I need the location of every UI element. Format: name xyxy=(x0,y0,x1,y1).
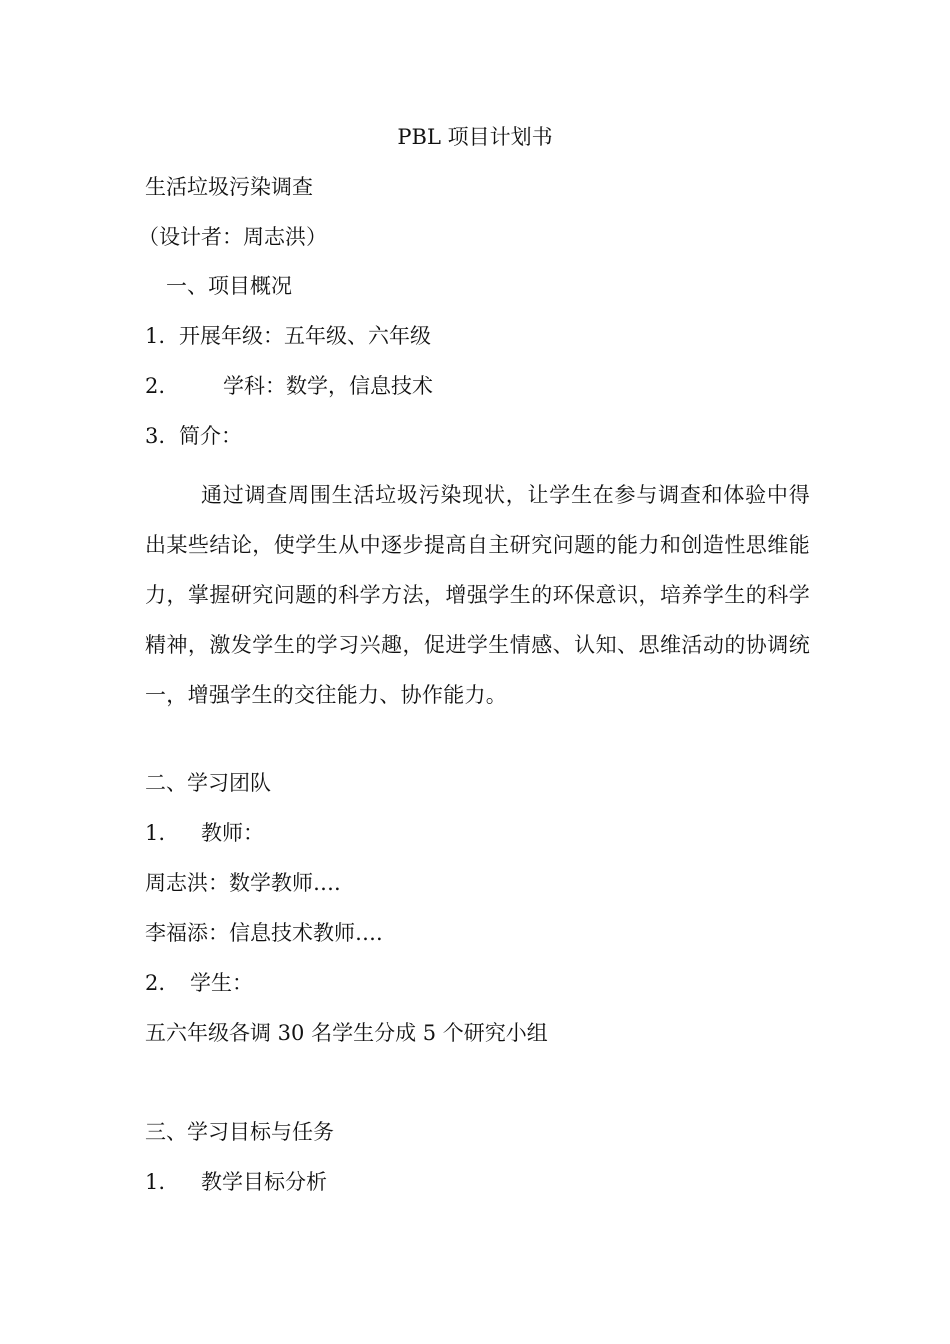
students-label: 学生： xyxy=(190,971,253,995)
subject-text: 学科：数学，信息技术 xyxy=(223,374,433,398)
document-title: PBL 项目计划书 xyxy=(397,125,553,149)
subject-number: 2. xyxy=(145,374,166,398)
teacher-1: 周志洪：数学教师…. xyxy=(145,871,341,895)
teachers-line xyxy=(145,820,264,846)
intro-line xyxy=(145,423,242,449)
students-line xyxy=(145,970,253,996)
grade-text: 开展年级：五年级、六年级 xyxy=(179,324,431,348)
section-1-heading: 一、项目概况 xyxy=(166,274,292,298)
subject-line xyxy=(145,373,433,399)
students-number: 2. xyxy=(145,971,166,995)
designer-line: （设计者：周志洪） xyxy=(138,225,327,249)
grade-line xyxy=(145,323,431,349)
students-text: 五六年级各调 30 名学生分成 5 个研究小组 xyxy=(145,1021,548,1045)
grade-number: 1. xyxy=(145,324,166,348)
goal-line xyxy=(145,1169,327,1195)
goal-number: 1. xyxy=(145,1170,166,1194)
intro-number: 3. xyxy=(145,424,166,448)
teachers-number: 1. xyxy=(145,821,166,845)
section-3-heading: 三、学习目标与任务 xyxy=(145,1120,334,1144)
project-name: 生活垃圾污染调查 xyxy=(145,175,313,199)
goal-label: 教学目标分析 xyxy=(201,1170,327,1194)
teachers-label: 教师： xyxy=(201,821,264,845)
intro-label: 简介： xyxy=(179,424,242,448)
section-2-heading: 二、学习团队 xyxy=(145,771,271,795)
intro-paragraph: 通过调查周围生活垃圾污染现状，让学生在参与调查和体验中得出某些结论，使学生从中逐步提高自主研究问题的能力和创造性思维能力，掌握研究问题的科学方法，增强学生的环保意识，培养学生的科学精神，激发学生的学习兴趣，促进学生情感、认知、思维活动的协调统一，增强学生的交往能力、协作能力。 xyxy=(145,483,810,707)
teacher-2: 李福添：信息技术教师…. xyxy=(145,921,383,945)
